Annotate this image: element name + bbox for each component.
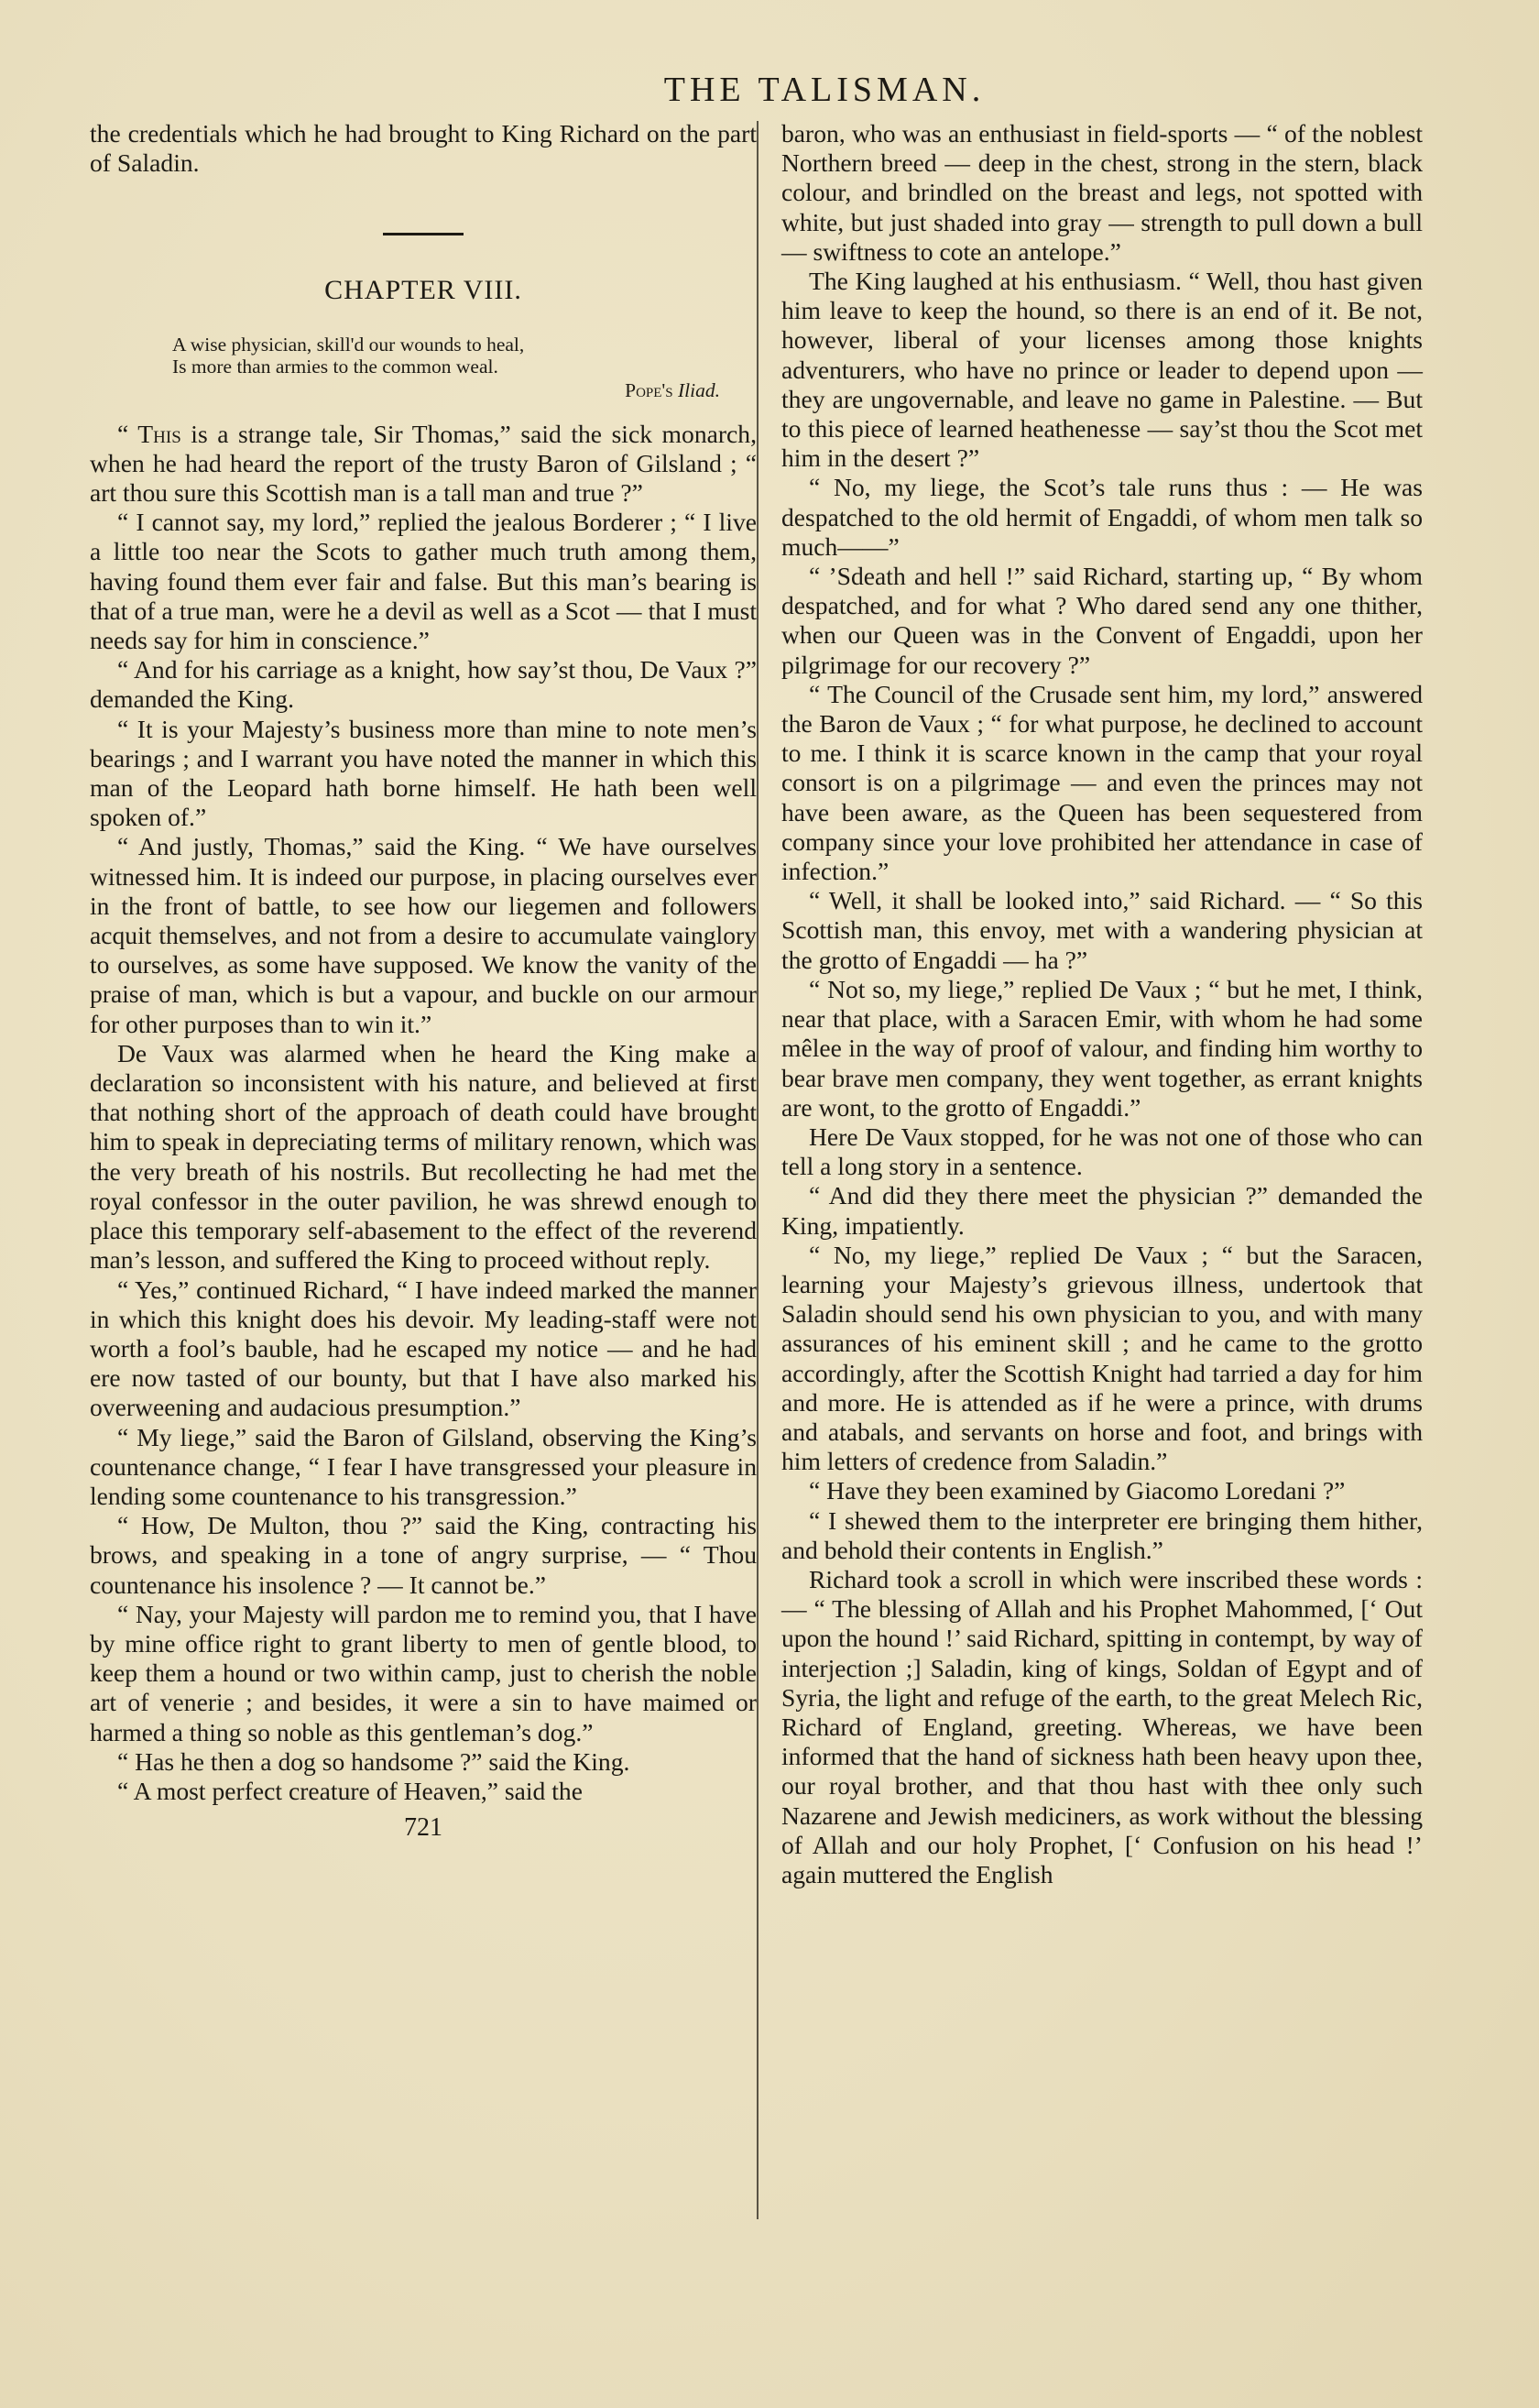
paragraph: “ And did they there meet the physician ?” demanded the King, impatiently. [781, 1181, 1423, 1240]
paragraph: “ And justly, Thomas,” said the King. “ We have ourselves witnessed him. It is indeed our purpose, in placing ourselves ever in the front of battle, to see how our liegemen and followers acquit themselves, and not from a desire to accumulate vainglory to ourselves, as some have supposed. We know the vanity of the praise of man, which is but a vapour, and buckle on our armour for other purposes than to win it.” [90, 832, 757, 1038]
page-number: 721 [404, 1813, 442, 1843]
left-column [90, 119, 757, 1843]
paragraph: De Vaux was alarmed when he heard the King make a declaration so inconsistent with his nature, and believed at first that nothing short of the approach of death could have brought him to speak in depreciating terms of military renown, which was the very breath of his nostrils. But recollecting he had met the royal confessor in the outer pavilion, he was shrewd enough to place this temporary self-abasement to the effect of the reverend man’s lesson, and suffered the King to proceed without reply. [90, 1038, 757, 1275]
paragraph: “ The Council of the Crusade sent him, my lord,” answered the Baron de Vaux ; “ for what purpose, he declined to account to me. I think it is scarce known in the camp that your royal consort is on a pilgrimage — and even the princes may not have been aware, as the Queen has been sequestered from company since your love prohibited her attendance in case of infection.” [781, 679, 1423, 886]
column-divider [757, 121, 759, 2219]
epigraph-attribution [172, 379, 720, 401]
paragraph: “ Has he then a dog so handsome ?” said the King. [117, 1746, 630, 1776]
chapter-title: CHAPTER VIII. [324, 275, 522, 306]
running-head: THE TALISMAN. [663, 71, 986, 109]
opening-rest: is a strange tale, Sir Thomas,” said the sick monarch, when he had heard the report of the trusty Baron of Gilsland ; “ art thou sure this Scottish man is a tall man and true ?” [90, 419, 757, 508]
paragraph: “ Have they been examined by Giacomo Loredani ?” [809, 1476, 1346, 1505]
paragraph: “ Nay, your Majesty will pardon me to remind you, that I have by mine office right to grant liberty to men of gentle blood, to keep them a hound or two within camp, just to cherish the noble art of venerie ; and besides, it were a sin to have maimed or harmed a thing so noble as this gentleman’s dog.” [90, 1599, 757, 1746]
continuation-paragraph: baron, who was an enthusiast in field-sports — “ of the noblest Northern breed — deep in the chest, strong in the stern, black colour, and brindled on the breast and legs, not spotted with white, but just shaded into gray — strength to pull down a bull — swiftness to cote an antelope.” [781, 119, 1423, 266]
intro-paragraph: the credentials which he had brought to King Richard on the part of Saladin. [90, 119, 757, 178]
epigraph [172, 334, 720, 401]
paragraph: “ How, De Multon, thou ?” said the King, contracting his brows, and speaking in a tone of angry surprise, — “ Thou countenance his insolence ? — It cannot be.” [90, 1511, 757, 1599]
paragraph: “ No, my liege,” replied De Vaux ; “ but the Saracen, learning your Majesty’s grievous illness, undertook that Saladin should send his own physician to you, and with many assurances of his eminent skill ; and he came to the grotto accordingly, after the Scottish Knight had tarried a day for him and more. He is attended as if he were a prince, with drums and atabals, and servants on horse and foot, and brings with him letters of credence from Saladin.” [781, 1240, 1423, 1476]
paragraph [90, 420, 757, 509]
paragraph: “ I shewed them to the interpreter ere bringing them hither, and behold their contents in English.” [781, 1505, 1423, 1564]
paragraph: Richard took a scroll in which were inscribed these words : — “ The blessing of Allah and his Prophet Mahommed, [‘ Out upon the hound !’ said Richard, spitting in contempt, by way of interjection ;] Saladin, king of kings, Soldan of Egypt and of Syria, the light and refuge of the earth, to the great Melech Ric, Richard of England, greeting. Whereas, we have been informed that the hand of sickness hath been heavy upon thee, our royal brother, and that thou hast with thee only such Nazarene and Jewish mediciners, as work without the blessing of Allah and our holy Prophet, [‘ Confusion on his head !’ again muttered the English [781, 1564, 1423, 1888]
paragraph: “ And for his carriage as a knight, how say’st thou, De Vaux ?” demanded the King. [90, 655, 757, 714]
paragraph: “ Not so, my liege,” replied De Vaux ; “ but he met, I think, near that place, with a Saracen Emir, with whom he had some mêlee in the way of proof of valour, and finding him worthy to bear brave men company, they went together, as errant knights are wont, to the grotto of Engaddi.” [781, 974, 1423, 1122]
opening-words: “ This [117, 419, 181, 448]
epigraph-line-2: Is more than armies to the common weal. [172, 355, 498, 378]
paragraph: “ No, my liege, the Scot’s tale runs thus : — He was despatched to the old hermit of Engaddi, of whom men talk so much——” [781, 473, 1423, 561]
paragraph: “ A most perfect creature of Heaven,” said the [117, 1776, 583, 1805]
paragraph: “ I cannot say, my lord,” replied the jealous Borderer ; “ I live a little too near the Scots to gather much truth among them, having found them ever fair and false. But this man’s bearing is that of a true man, were he a devil as well as a Scot — that I must needs say for him in conscience.” [90, 508, 757, 655]
paragraph: “ It is your Majesty’s business more than mine to note men’s bearings ; and I warrant you have noted the manner in which this man of the Leopard hath borne himself. He hath been well spoken of.” [90, 714, 757, 832]
paragraph: “ Yes,” continued Richard, “ I have indeed marked the manner in which this knight does his devoir. My leading-staff were not worth a fool’s bauble, had he escaped my notice — and he had ere now tasted of our bounty, but that I have also marked his overweening and audacious presumption.” [90, 1275, 757, 1422]
paragraph: Here De Vaux stopped, for he was not one of those who can tell a long story in a sentence. [781, 1122, 1423, 1181]
epigraph-line-1: A wise physician, skill'd our wounds to heal, [172, 333, 525, 356]
paragraph: “ My liege,” said the Baron of Gilsland, observing the King’s countenance change, “ I fear I have transgressed your pleasure in lending some countenance to his transgression.” [90, 1422, 757, 1510]
right-column [781, 119, 1423, 1889]
epigraph-work: Iliad. [678, 378, 720, 401]
epigraph-author: Pope's [625, 378, 673, 401]
paragraph: “ Well, it shall be looked into,” said Richard. — “ So this Scottish man, this envoy, met with a wandering physician at the grotto of Engaddi — ha ?” [781, 886, 1423, 974]
paragraph: The King laughed at his enthusiasm. “ Well, thou hast given him leave to keep the hound, so there is an end of it. Be not, however, liberal of your licenses among those knights adventurers, who have no prince or leader to depend upon — they are ungovernable, and leave no game in Palestine. — But to this piece of learned heathenesse — say’st thou the Scot met him in the desert ?” [781, 267, 1423, 473]
section-rule [383, 233, 464, 235]
paragraph: “ ’Sdeath and hell !” said Richard, starting up, “ By whom despatched, and for what ? Who dared send any one thither, when our Queen was in the Convent of Engaddi, upon her pilgrimage for our recovery ?” [781, 562, 1423, 679]
